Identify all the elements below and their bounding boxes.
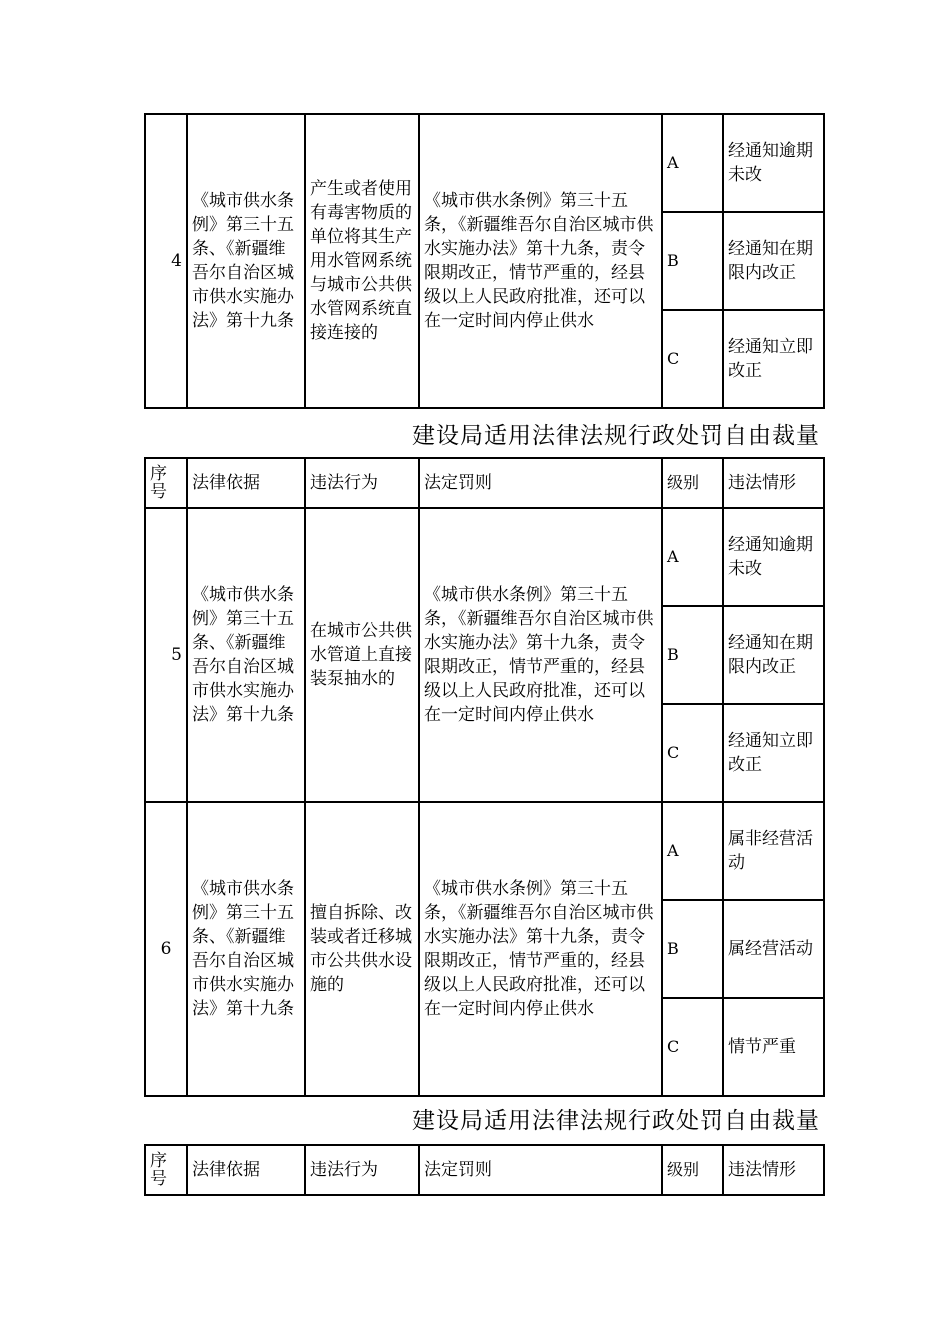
header-situation: 违法情形 xyxy=(723,1145,824,1195)
penalty-table-part-1 xyxy=(144,113,825,409)
level-cell: A xyxy=(662,508,723,606)
table-header-row xyxy=(145,458,824,508)
penalty-rule-cell: 《城市供水条例》第三十五条，《新疆维吾尔自治区城市供水实施办法》第十九条，责令限期改正，情节严重的，经县级以上人民政府批准，还可以在一定时间内停止供水 xyxy=(419,508,662,802)
legal-basis-cell: 《城市供水条例》第三十五条、《新疆维吾尔自治区城市供水实施办法》第十九条 xyxy=(187,508,305,802)
penalty-table-part-3 xyxy=(144,1144,825,1196)
penalty-table-part-2 xyxy=(144,457,825,1097)
level-cell: C xyxy=(662,998,723,1096)
level-cell: B xyxy=(662,212,723,310)
penalty-rule-cell: 《城市供水条例》第三十五条，《新疆维吾尔自治区城市供水实施办法》第十九条，责令限期改正，情节严重的，经县级以上人民政府批准，还可以在一定时间内停止供水 xyxy=(419,802,662,1096)
row-seq: 6 xyxy=(145,802,187,1096)
table-row xyxy=(145,114,824,212)
violation-act-cell: 产生或者使用有毒害物质的单位将其生产用水管网系统与城市公共供水管网系统直接连接的 xyxy=(305,114,419,408)
level-cell: A xyxy=(662,114,723,212)
situation-cell: 情节严重 xyxy=(723,998,824,1096)
table-header-row xyxy=(145,1145,824,1195)
table-row xyxy=(145,508,824,606)
section-title: 建设局适用法律法规行政处罚自由裁量 xyxy=(412,423,820,449)
header-level: 级别 xyxy=(662,458,723,508)
penalty-rule-cell: 《城市供水条例》第三十五条，《新疆维吾尔自治区城市供水实施办法》第十九条，责令限期改正，情节严重的，经县级以上人民政府批准，还可以在一定时间内停止供水 xyxy=(419,114,662,408)
situation-cell: 经通知在期限内改正 xyxy=(723,606,824,704)
header-seq: 序号 xyxy=(145,458,187,508)
row-seq: 4 xyxy=(145,114,187,408)
header-situation: 违法情形 xyxy=(723,458,824,508)
header-legal-basis: 法律依据 xyxy=(187,1145,305,1195)
situation-cell: 经通知逾期未改 xyxy=(723,114,824,212)
level-cell: C xyxy=(662,704,723,802)
legal-basis-cell: 《城市供水条例》第三十五条、《新疆维吾尔自治区城市供水实施办法》第十九条 xyxy=(187,114,305,408)
header-violation-act: 违法行为 xyxy=(305,458,419,508)
situation-cell: 经通知在期限内改正 xyxy=(723,212,824,310)
level-cell: B xyxy=(662,606,723,704)
header-seq: 序号 xyxy=(145,1145,187,1195)
situation-cell: 经通知立即改正 xyxy=(723,310,824,408)
level-cell: B xyxy=(662,900,723,998)
situation-cell: 属经营活动 xyxy=(723,900,824,998)
situation-cell: 经通知立即改正 xyxy=(723,704,824,802)
header-penalty-rule: 法定罚则 xyxy=(419,458,662,508)
row-seq: 5 xyxy=(145,508,187,802)
table-row xyxy=(145,802,824,900)
situation-cell: 属非经营活动 xyxy=(723,802,824,900)
header-legal-basis: 法律依据 xyxy=(187,458,305,508)
header-level: 级别 xyxy=(662,1145,723,1195)
violation-act-cell: 擅自拆除、改装或者迁移城市公共供水设施的 xyxy=(305,802,419,1096)
level-cell: A xyxy=(662,802,723,900)
legal-basis-cell: 《城市供水条例》第三十五条、《新疆维吾尔自治区城市供水实施办法》第十九条 xyxy=(187,802,305,1096)
level-cell: C xyxy=(662,310,723,408)
section-title: 建设局适用法律法规行政处罚自由裁量 xyxy=(412,1108,820,1134)
violation-act-cell: 在城市公共供水管道上直接装泵抽水的 xyxy=(305,508,419,802)
situation-cell: 经通知逾期未改 xyxy=(723,508,824,606)
header-penalty-rule: 法定罚则 xyxy=(419,1145,662,1195)
header-violation-act: 违法行为 xyxy=(305,1145,419,1195)
